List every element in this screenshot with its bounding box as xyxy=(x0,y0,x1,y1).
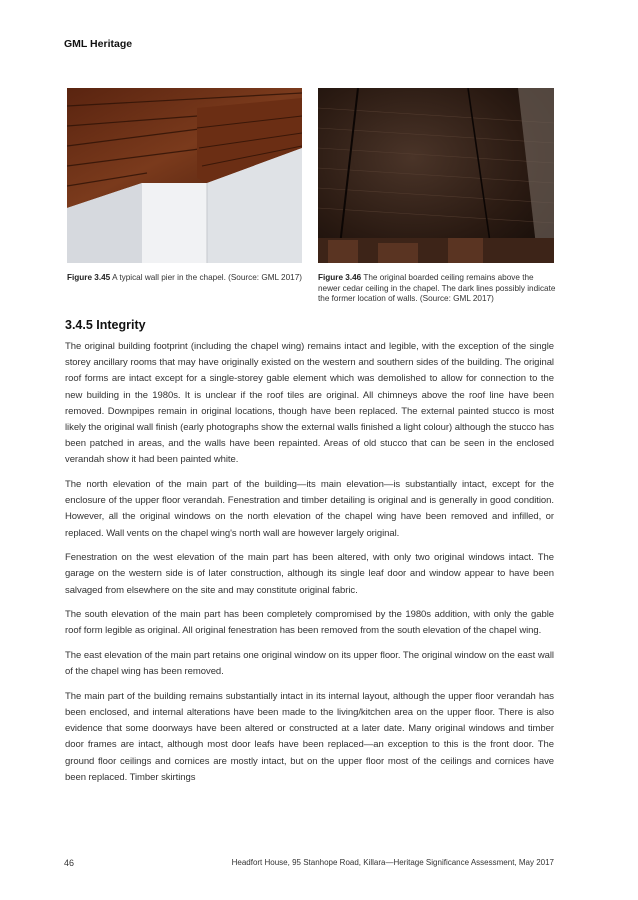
body-text xyxy=(65,339,554,794)
figure-caption-text: The original boarded ceiling remains above the newer cedar ceiling in the chapel. The dark lines possibly indicate the former location of walls. (Source: GML 2017) xyxy=(318,273,556,304)
running-header: GML Heritage xyxy=(64,38,133,50)
figure-caption-text: A typical wall pier in the chapel. (Source: GML 2017) xyxy=(112,273,302,282)
paragraph: The main part of the building remains substantially intact in its internal layout, although the upper floor verandah has been enclosed, and internal alterations have been made to the living/kitchen area on the upper floor. There is also evidence that some doorways have been altered or constructed at a later date. Many original windows and timber door frames are intact, although most door leafs have been replaced—an exception to this is the front door. The ground floor ceilings and cornices are mostly intact, but on the upper floor most of the ceilings and cornices have been replaced. Timber skirtings xyxy=(65,690,554,783)
figure-3-46-caption xyxy=(318,273,558,305)
figure-3-45-photo xyxy=(67,88,302,263)
page-number: 46 xyxy=(64,858,75,868)
figure-number: Figure 3.45 xyxy=(67,273,111,282)
paragraph: The south elevation of the main part has been completely compromised by the 1980s addition, with only the gable roof form legible as original. All original fenestration has been removed from the south elevation of the chapel wing. xyxy=(65,609,554,637)
figure-number: Figure 3.46 xyxy=(318,273,362,282)
running-footer: Headfort House, 95 Stanhope Road, Killara—Heritage Significance Assessment, May 2017 xyxy=(231,858,554,867)
paragraph: The east elevation of the main part retains one original window on its upper floor. The original window on the east wall of the chapel wing has been removed. xyxy=(65,650,554,678)
section-heading: 3.4.5 Integrity xyxy=(65,318,146,332)
figure-3-45-caption xyxy=(67,273,307,284)
paragraph: The north elevation of the main part of the building—its main elevation—is substantially intact, except for the enclosure of the upper floor verandah. Fenestration and timber detailing is original and is generally in good condition. However, all the original windows on the north elevation of the chapel wing have been removed and infilled, or replaced. Wall vents on the chapel wing's north wall are however largely original. xyxy=(65,479,554,539)
paragraph: Fenestration on the west elevation of the main part has been altered, with only two original windows intact. The garage on the western side is of later construction, although its single leaf door and window appear to have been salvaged from elsewhere on the site and may constitute original fabric. xyxy=(65,552,554,596)
paragraph: The original building footprint (including the chapel wing) remains intact and legible, with the exception of the single storey ancillary rooms that may have originally existed on the western and southern sides of the building. The original roof forms are intact except for a single-storey gable element which was demolished to allow for connection to the new building in the 1980s. It is unclear if the roof tiles are original. All chimneys above the roof line have been removed. Downpipes remain in original locations, though have been replaced. The external painted stucco is most likely the original wall finish (early photographs show the external walls finished a light colour) although the stucco has been patched in areas, and the walls have been repainted. Areas of old stucco that can be seen in the enclosed verandah show it had been painted white. xyxy=(65,341,554,466)
figure-3-46-photo xyxy=(318,88,554,263)
